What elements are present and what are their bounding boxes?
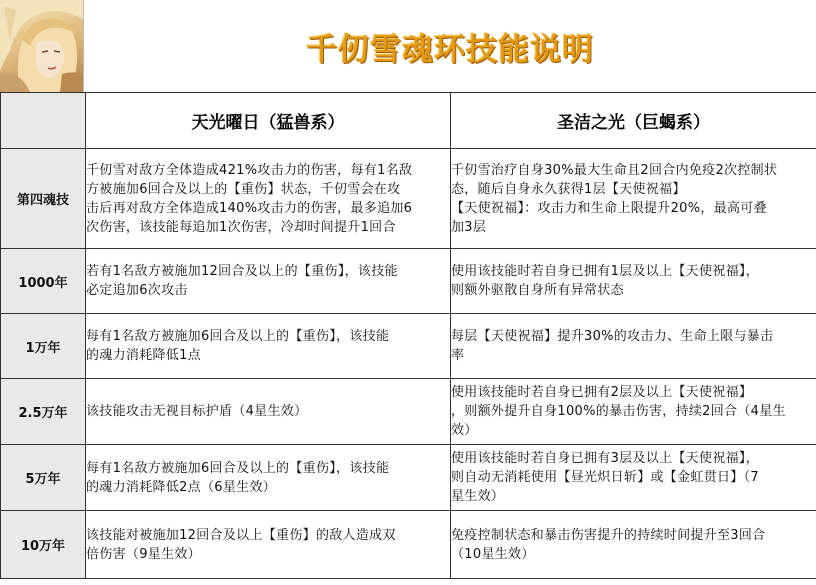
text-line: 千仞雪治疗自身30%最大生命且2回合内免疫2次控制状 <box>451 162 778 178</box>
skills-table <box>0 92 816 579</box>
character-portrait-icon <box>0 0 84 92</box>
table-header-row <box>1 93 816 149</box>
text-line: 每有1名敌方被施加6回合及以上的【重伤】，该技能 <box>86 329 390 344</box>
text-line: 使用该技能时若自身已拥有3层及以上【天使祝福】， <box>451 451 759 466</box>
right-skill-cell <box>451 379 816 445</box>
left-skill-cell <box>86 249 451 314</box>
text-line: 则额外驱散自身所有异常状态 <box>451 283 624 298</box>
text-line: 击后再对敌方全体造成140%攻击力的伤害，最多追加6 <box>86 200 413 216</box>
text-line: （10星生效） <box>451 546 535 562</box>
avatar <box>0 0 84 92</box>
table-row <box>1 314 816 379</box>
right-skill-cell <box>451 249 816 314</box>
right-skill-cell <box>451 149 816 249</box>
text-line: 态，随后自身永久获得1层【天使祝福】 <box>451 181 686 197</box>
text-line: 的魂力消耗降低2点（6星生效） <box>86 479 277 495</box>
left-skill-cell <box>86 149 451 249</box>
text-line: 的魂力消耗降低1点 <box>86 348 201 363</box>
left-skill-cell <box>86 511 451 579</box>
text-line: 该技能攻击无视目标护盾（4星生效） <box>86 404 308 419</box>
text-line: 每有1名敌方被施加6回合及以上的【重伤】，该技能 <box>86 460 390 476</box>
text-line: 次伤害，该技能每追加1次伤害，冷却时间提升1回合 <box>86 219 396 235</box>
header <box>0 0 816 92</box>
text-line: 必定追加6次攻击 <box>86 283 188 298</box>
table-row <box>1 445 816 511</box>
row-label: 10万年 <box>1 511 86 579</box>
text-line: 千仞雪对敌方全体造成421%攻击力的伤害，每有1名敌 <box>86 162 413 178</box>
row-label: 5万年 <box>1 445 86 511</box>
text-line: 每层【天使祝福】提升30%的攻击力、生命上限与暴击 <box>451 329 774 344</box>
row-label: 1000年 <box>1 249 86 314</box>
column-header-left: 天光曜日（猛兽系） <box>86 93 451 149</box>
text-line: ，则额外提升自身100%的暴击伤害，持续2回合（4星生 <box>451 404 786 419</box>
text-line: 使用该技能时若自身已拥有1层及以上【天使祝福】， <box>451 264 759 279</box>
text-line: 使用该技能时若自身已拥有2层及以上【天使祝福】 <box>451 385 753 400</box>
text-line: 若有1名敌方被施加12回合及以上的【重伤】，该技能 <box>86 264 398 279</box>
right-skill-cell <box>451 511 816 579</box>
table-row <box>1 511 816 579</box>
text-line: 加3层 <box>451 219 487 235</box>
table-row <box>1 249 816 314</box>
left-skill-cell <box>86 445 451 511</box>
text-line: 率 <box>451 348 465 363</box>
text-line: 免疫控制状态和暴击伤害提升的持续时间提升至3回合 <box>451 527 766 543</box>
column-header-right: 圣洁之光（巨蝎系） <box>451 93 816 149</box>
right-skill-cell <box>451 314 816 379</box>
row-label: 1万年 <box>1 314 86 379</box>
left-skill-cell <box>86 379 451 445</box>
row-label: 2.5万年 <box>1 379 86 445</box>
table-row <box>1 149 816 249</box>
row-label: 第四魂技 <box>1 149 86 249</box>
text-line: 星生效） <box>451 489 505 504</box>
text-line: 效） <box>451 423 478 438</box>
corner-cell <box>1 93 86 149</box>
left-skill-cell <box>86 314 451 379</box>
right-skill-cell <box>451 445 816 511</box>
text-line: 则自动无消耗使用【昼光炽日斩】或【金虹贯日】（7 <box>451 470 759 485</box>
text-line: 【天使祝福】：攻击力和生命上限提升20%，最高可叠 <box>451 200 767 216</box>
table-row <box>1 379 816 445</box>
text-line: 方被施加6回合及以上的【重伤】状态，千仞雪会在攻 <box>86 181 401 197</box>
text-line: 该技能对被施加12回合及以上【重伤】的敌人造成双 <box>86 527 396 543</box>
page-title: 千仞雪魂环技能说明 <box>306 31 594 68</box>
text-line: 倍伤害（9星生效） <box>86 546 201 562</box>
